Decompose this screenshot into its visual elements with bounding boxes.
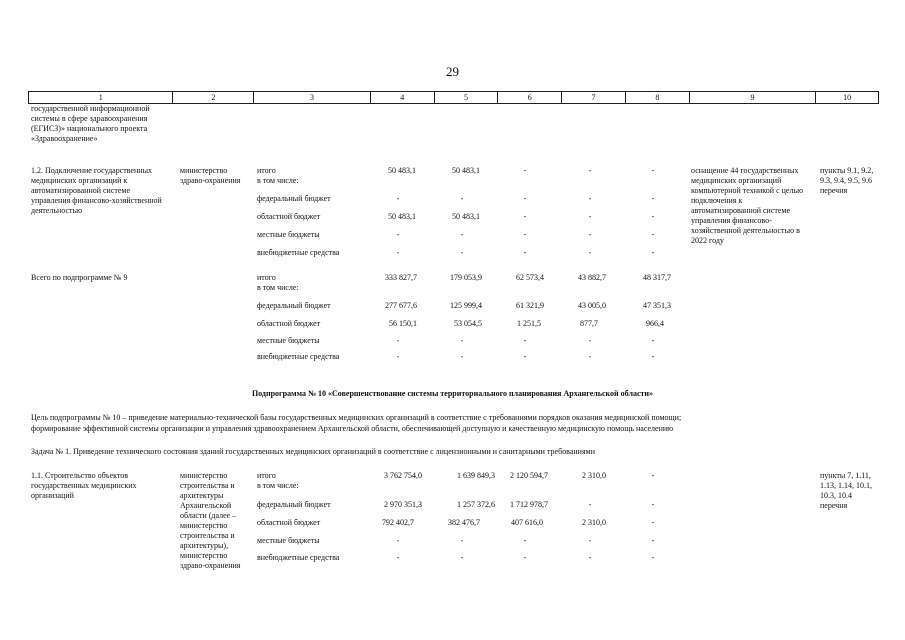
row-1-2-reference: пункты 9.1, 9.2, 9.3, 9.4, 9.5, 9.6 перечня: [820, 166, 874, 195]
value-cell: 179 053,9: [450, 273, 482, 282]
source-label: в том числе:: [257, 283, 299, 292]
value-cell: -: [523, 166, 527, 175]
value-cell: -: [588, 336, 592, 345]
subprogram-10-title: Подпрограмма № 10 «Совершенствование системы территориального планирования Архангельской области»: [251, 389, 654, 398]
header-cell: 4: [371, 92, 435, 103]
value-cell: 43 005,0: [578, 301, 606, 310]
value-cell: 50 483,1: [452, 212, 480, 221]
value-cell: -: [523, 536, 527, 545]
source-label: итого: [257, 273, 276, 282]
value-cell: 50 483,1: [452, 166, 480, 175]
value-cell: -: [523, 553, 527, 562]
value-cell: -: [588, 500, 592, 509]
header-cell: 9: [690, 92, 817, 103]
source-label: областной бюджет: [257, 518, 321, 527]
source-label: внебюджетные средства: [257, 553, 340, 562]
row-1-2-name: 1.2. Подключение государственных медицинских организаций к автоматизированной системе управления финансово-хозяйственной деятельностью: [31, 166, 162, 215]
header-cell: 1: [29, 92, 173, 103]
value-cell: -: [588, 194, 592, 203]
value-cell: -: [651, 536, 655, 545]
value-cell: -: [523, 194, 527, 203]
row-1-2-executor: министерство здраво-охранения: [180, 166, 241, 185]
value-cell: -: [396, 553, 400, 562]
value-cell: -: [651, 336, 655, 345]
value-cell: -: [651, 212, 655, 221]
value-cell: 2 120 594,7: [510, 471, 548, 480]
value-cell: 333 827,7: [385, 273, 417, 282]
source-label: федеральный бюджет: [257, 500, 331, 509]
source-label: в том числе:: [257, 176, 299, 185]
value-cell: 407 616,0: [511, 518, 543, 527]
value-cell: 53 054,5: [454, 319, 482, 328]
value-cell: -: [523, 248, 527, 257]
value-cell: -: [651, 248, 655, 257]
header-cell: 6: [498, 92, 562, 103]
continued-row-name: государственной информационной системы в сфере здравоохранения (ЕГИСЗ)» национального проекта «Здравоохранение»: [31, 104, 150, 143]
value-cell: -: [396, 248, 400, 257]
value-cell: -: [460, 352, 464, 361]
value-cell: -: [588, 553, 592, 562]
value-cell: -: [651, 194, 655, 203]
value-cell: 382 476,7: [448, 518, 480, 527]
page-number: 29: [446, 64, 459, 79]
value-cell: -: [523, 336, 527, 345]
value-cell: 50 483,1: [388, 166, 416, 175]
subprogram-10-goal-line-2: формирование эффективной системы организации и управления здравоохранением Архангельской области, обеспечивающей доступную и качественную медицинскую помощь населению: [31, 424, 674, 433]
value-cell: 47 351,3: [643, 301, 671, 310]
value-cell: 877,7: [580, 319, 598, 328]
value-cell: 966,4: [646, 319, 664, 328]
header-cell: 10: [843, 93, 852, 102]
source-label: местные бюджеты: [257, 536, 320, 545]
value-cell: -: [588, 166, 592, 175]
value-cell: 125 999,4: [450, 301, 482, 310]
source-label: внебюджетные средства: [257, 352, 340, 361]
value-cell: 792 402,7: [382, 518, 414, 527]
value-cell: -: [651, 166, 655, 175]
value-cell: 2 310,0: [582, 471, 606, 480]
value-cell: -: [588, 536, 592, 545]
value-cell: 2 310,0: [582, 518, 606, 527]
header-cell: 8: [626, 92, 690, 103]
source-label: областной бюджет: [257, 212, 321, 221]
value-cell: 50 483,1: [388, 212, 416, 221]
table-header-row: [28, 91, 879, 104]
value-cell: 48 317,7: [643, 273, 671, 282]
row-1-1-name: 1.1. Строительство объектов государственных медицинских организаций: [31, 471, 137, 500]
value-cell: -: [460, 230, 464, 239]
header-cell: 3: [254, 92, 371, 103]
value-cell: -: [651, 230, 655, 239]
value-cell: -: [588, 212, 592, 221]
source-label: местные бюджеты: [257, 230, 320, 239]
value-cell: -: [396, 194, 400, 203]
value-cell: 3 762 754,0: [384, 471, 422, 480]
value-cell: -: [651, 500, 655, 509]
value-cell: -: [460, 553, 464, 562]
total-subprogram-9-label: Всего по подпрограмме № 9: [31, 273, 128, 282]
subprogram-10-goal-line-1: Цель подпрограммы № 10 – приведение материально-технической базы государственных медицинских организаций в соответствие с требованиями порядков оказания медицинской помощи;: [31, 413, 682, 422]
source-label: итого: [257, 471, 276, 480]
source-label: итого: [257, 166, 276, 175]
value-cell: -: [460, 336, 464, 345]
source-label: местные бюджеты: [257, 336, 320, 345]
value-cell: 1 639 849,3: [457, 471, 495, 480]
value-cell: -: [651, 518, 655, 527]
value-cell: -: [460, 248, 464, 257]
value-cell: -: [460, 536, 464, 545]
source-label: внебюджетные средства: [257, 248, 340, 257]
header-cell: 7: [562, 92, 626, 103]
value-cell: -: [460, 194, 464, 203]
header-cell: 5: [435, 92, 499, 103]
value-cell: -: [588, 230, 592, 239]
value-cell: -: [651, 352, 655, 361]
source-label: областной бюджет: [257, 319, 321, 328]
row-1-1-executor: министерство строительства и архитектуры Архангельской области (далее – министерство строительства и архитектуры), министерство здраво-охранения: [180, 471, 241, 570]
source-label: в том числе:: [257, 481, 299, 490]
row-1-1-reference: пункты 7, 1.11, 1.13, 1.14, 10.1, 10.3, 10.4 перечня: [820, 471, 872, 510]
value-cell: 1 257 372,6: [457, 500, 495, 509]
value-cell: -: [523, 212, 527, 221]
value-cell: -: [523, 352, 527, 361]
row-1-2-result: оснащение 44 государственных медицинских организаций компьютерной техникой с целью подключения к автоматизированной системе управления финансово-хозяйственной деятельностью в 2022 году: [691, 166, 804, 245]
value-cell: 62 573,4: [516, 273, 544, 282]
value-cell: -: [396, 336, 400, 345]
value-cell: -: [651, 553, 655, 562]
value-cell: 61 321,9: [516, 301, 544, 310]
value-cell: 43 882,7: [578, 273, 606, 282]
value-cell: -: [396, 230, 400, 239]
value-cell: -: [588, 248, 592, 257]
value-cell: 56 150,1: [389, 319, 417, 328]
value-cell: 2 970 351,3: [384, 500, 422, 509]
value-cell: 1 712 978,7: [510, 500, 548, 509]
value-cell: -: [588, 352, 592, 361]
value-cell: -: [396, 352, 400, 361]
task-1-heading: Задача № 1. Приведение технического состояния зданий государственных медицинских организаций в соответствие с лицензионными и санитарными требованиями: [31, 447, 595, 456]
value-cell: -: [523, 230, 527, 239]
source-label: федеральный бюджет: [257, 301, 331, 310]
value-cell: 1 251,5: [517, 319, 541, 328]
source-label: федеральный бюджет: [257, 194, 331, 203]
value-cell: 277 677,6: [385, 301, 417, 310]
value-cell: -: [651, 471, 655, 480]
value-cell: -: [396, 536, 400, 545]
header-cell: 2: [173, 92, 254, 103]
